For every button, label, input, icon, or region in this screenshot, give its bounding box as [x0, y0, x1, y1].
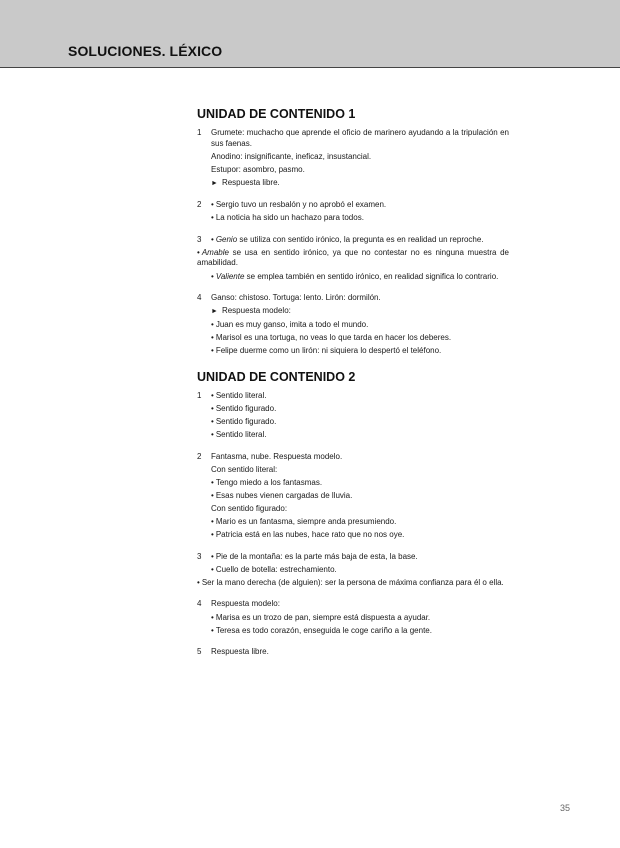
exercise-body — [197, 234, 509, 282]
exercise — [197, 128, 509, 189]
answer-text: Felipe duerme como un lirón: ni siquiera lo despertó el teléfono. — [215, 346, 442, 356]
answer-text: Sentido literal. — [215, 430, 267, 440]
arrow-marker-icon: ► — [211, 179, 218, 187]
unit-title: UNIDAD DE CONTENIDO 1 — [197, 107, 356, 121]
bullet-icon: • — [211, 430, 214, 440]
answer-text: Sentido figurado. — [215, 417, 277, 427]
bullet-icon: • — [211, 551, 214, 561]
answer-text: Respuesta libre. — [211, 647, 269, 657]
emphasized-word: Valiente — [215, 271, 245, 281]
answer-text: se usa en sentido irónico, ya que no contestar no es ninguna muestra de amabilidad. — [197, 247, 509, 268]
exercise-body — [211, 128, 509, 189]
answer-line — [211, 565, 509, 576]
answer-line — [211, 517, 509, 528]
answer-line — [211, 552, 509, 563]
answer-line — [211, 391, 509, 402]
exercise — [197, 647, 509, 658]
page-number: 35 — [560, 803, 571, 813]
answer-text: Sentido figurado. — [215, 404, 277, 414]
answer-text: Patricia está en las nubes, hace rato que no nos oye. — [215, 530, 405, 540]
bullet-icon: • — [211, 491, 214, 500]
answer-text: Estupor: asombro, pasmo. — [211, 164, 305, 174]
exercise-number: 1 — [197, 128, 202, 137]
answer-line — [211, 465, 509, 476]
answer-text: La noticia ha sido un hachazo para todos. — [215, 213, 364, 223]
bullet-icon: • — [211, 477, 214, 487]
answer-line — [211, 178, 509, 190]
exercise-body — [197, 551, 509, 589]
exercise-number: 3 — [197, 551, 202, 561]
exercise — [197, 391, 509, 441]
exercise — [197, 599, 509, 636]
answer-text: Tengo miedo a los fantasmas. — [215, 477, 323, 487]
answer-line — [211, 346, 509, 357]
arrow-marker-icon: ► — [211, 308, 218, 316]
answer-line — [211, 530, 509, 541]
answer-text: Respuesta modelo: — [221, 306, 291, 316]
bullet-icon: • — [211, 346, 214, 356]
answer-line — [211, 404, 509, 415]
bullet-icon: • — [211, 213, 214, 223]
answer-line — [211, 452, 509, 463]
answer-line — [211, 613, 509, 624]
answer-text: Cuello de botella: estrechamiento. — [215, 564, 337, 574]
exercise — [197, 200, 509, 224]
answer-text: Con sentido figurado: — [211, 504, 288, 514]
unit-title: UNIDAD DE CONTENIDO 2 — [197, 369, 356, 384]
content-unit — [197, 369, 509, 658]
answer-line — [211, 599, 509, 610]
answer-line — [211, 200, 509, 211]
answer-text: Marisol es una tortuga, no veas lo que tarda en hacer los deberes. — [215, 333, 452, 343]
page-title: SOLUCIONES. LÉXICO — [68, 43, 223, 59]
answer-line — [211, 213, 509, 224]
answer-line — [211, 647, 509, 658]
exercise-number: 2 — [197, 451, 202, 461]
bullet-icon: • — [211, 200, 214, 210]
answer-text: Grumete: muchacho que aprende el oficio de marinero ayudando a la tripulación en sus faenas. — [211, 128, 509, 148]
content-unit — [197, 106, 509, 357]
exercise — [197, 293, 509, 357]
emphasized-word: Genio — [215, 234, 238, 244]
bullet-icon: • — [211, 320, 214, 330]
exercise-number: 3 — [197, 234, 202, 244]
answer-line — [197, 248, 509, 269]
answer-text: se utiliza con sentido irónico, la pregunta es en realidad un reproche. — [237, 234, 484, 244]
exercise-body — [211, 200, 509, 224]
answer-text: Respuesta modelo: — [211, 599, 280, 609]
answer-line — [197, 578, 509, 589]
answer-text: Respuesta libre. — [221, 177, 280, 187]
answer-text: Mario es un fantasma, siempre anda presumiendo. — [215, 517, 397, 527]
exercise-number: 5 — [197, 647, 202, 657]
answer-text: Fantasma, nube. Respuesta modelo. — [211, 451, 343, 461]
answer-line — [211, 504, 509, 515]
exercise — [197, 235, 509, 282]
answer-line — [211, 128, 509, 149]
answer-text: Marisa es un trozo de pan, siempre está dispuesta a ayudar. — [215, 612, 431, 622]
exercise — [197, 552, 509, 589]
exercise-body — [211, 391, 509, 441]
bullet-icon: • — [211, 404, 214, 414]
exercise-number: 4 — [197, 599, 202, 609]
answer-line — [211, 491, 509, 502]
bullet-icon: • — [211, 333, 214, 343]
answer-line — [211, 152, 509, 163]
answer-line — [211, 333, 509, 344]
exercise-number: 1 — [197, 390, 202, 400]
answer-line — [211, 320, 509, 331]
answer-line — [211, 430, 509, 441]
answer-text: Anodino: insignificante, ineficaz, insustancial. — [211, 151, 372, 161]
exercise-body — [211, 647, 509, 658]
bullet-icon: • — [211, 517, 214, 527]
bullet-icon: • — [211, 564, 214, 574]
answer-text: Ser la mano derecha (de alguien): ser la persona de máxima confianza para él o ella. — [201, 577, 504, 587]
bullet-icon: • — [211, 417, 214, 427]
answer-line — [211, 235, 509, 246]
answer-line — [211, 165, 509, 176]
emphasized-word: Amable — [201, 247, 229, 257]
answer-line — [211, 478, 509, 489]
answer-text: Sergio tuvo un resbalón y no aprobó el examen. — [215, 200, 387, 210]
bullet-icon: • — [211, 612, 214, 622]
exercise — [197, 452, 509, 541]
bullet-icon: • — [197, 247, 200, 257]
answer-text: Teresa es todo corazón, enseguida le coge cariño a la gente. — [215, 625, 432, 635]
answer-text: Pie de la montaña: es la parte más baja de esta, la base. — [215, 551, 418, 561]
answer-line — [211, 417, 509, 428]
answer-line — [211, 306, 509, 318]
bullet-icon: • — [211, 390, 214, 400]
solutions-content — [197, 106, 509, 669]
exercise-body — [211, 293, 509, 357]
exercise-body — [211, 452, 509, 541]
answer-text: Con sentido literal: — [211, 464, 278, 474]
answer-text: se emplea también en sentido irónico, en realidad significa lo contrario. — [244, 271, 499, 281]
bullet-icon: • — [211, 530, 214, 540]
exercise-number: 2 — [197, 200, 202, 210]
exercise-body — [211, 599, 509, 636]
answer-line — [211, 293, 509, 304]
answer-text: Esas nubes vienen cargadas de lluvia. — [215, 491, 353, 500]
answer-text: Juan es muy ganso, imita a todo el mundo. — [215, 320, 369, 330]
exercise-number: 4 — [197, 293, 202, 303]
bullet-icon: • — [197, 577, 200, 587]
bullet-icon: • — [211, 625, 214, 635]
answer-text: Ganso: chistoso. Tortuga: lento. Lirón: dormilón. — [211, 293, 381, 303]
answer-line — [211, 626, 509, 637]
answer-text: Sentido literal. — [215, 390, 267, 400]
answer-line — [211, 272, 509, 283]
bullet-icon: • — [211, 234, 214, 244]
bullet-icon: • — [211, 271, 214, 281]
